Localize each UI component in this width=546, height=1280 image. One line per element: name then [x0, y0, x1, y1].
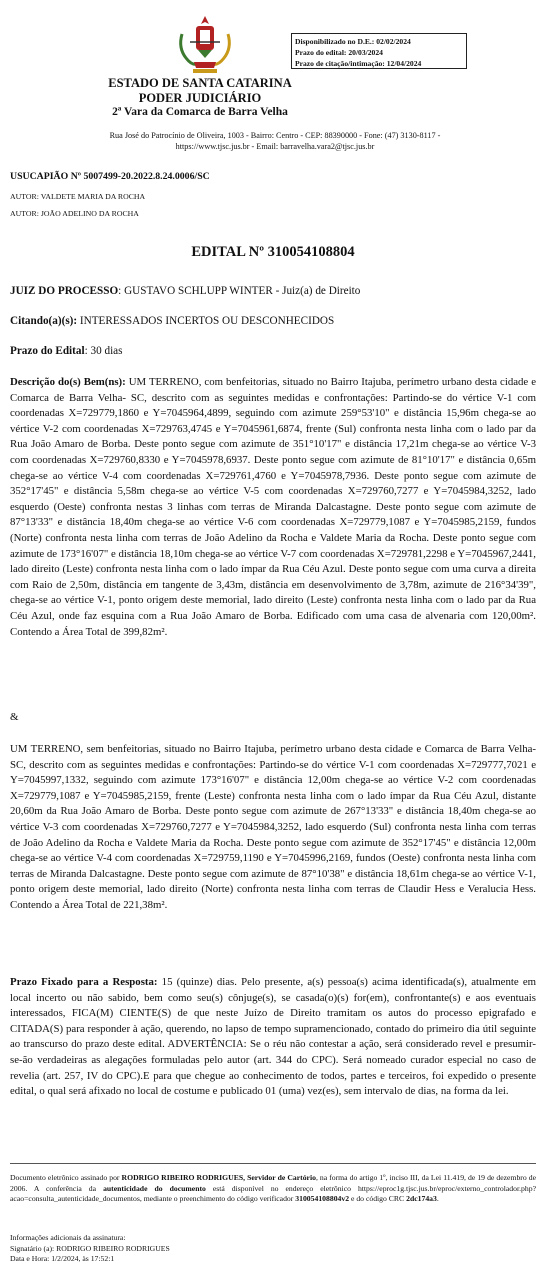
edital-deadline: Prazo do edital: 20/03/2024: [295, 48, 383, 57]
prazo-label: Prazo do Edital: [10, 345, 85, 357]
signature-signer: Signatário (a): RODRIGO RIBEIRO RODRIGUES: [10, 1243, 170, 1253]
prazo-value: : 30 dias: [84, 345, 123, 357]
response-deadline-text: 15 (quinze) dias. Pelo presente, a(s) pessoa(s) acima identificada(s), atualmente em local incerto ou não sabido, bem como seu(s) cônjuge(s), se casada(o)(s) for(em), confrontante(s) e aos eventuais interessados, FICA(M) CIENTE(S) de que neste Juízo de Direito tramitam os autos do processo epigrafado e CITADA(S) para responder à ação, querendo, no lapso de tempo supramencionado, contado do primeiro dia útil seguinte ao transcurso do prazo deste edital. ADVERTÊNCIA: Se o réu não contestar a ação, será considerado revel e presumir-se-ão verdadeiras as alegações formuladas pelo autor (art. 344 do CPC). Será nomeado curador especial no caso de revelia (art. 257, IV do CPC).E para que chegue ao conhecimento de todos, partes e terceiros, foi expedido o presente edital, o qual será afixado no local de costume e publicado 01 (uma) vez(es), sem intervalo de dias, na forma da lei.: [10, 976, 537, 1098]
description-label: Descrição do(s) Bem(ns):: [10, 376, 126, 388]
crc-code: 2dc174a3: [406, 1194, 437, 1204]
sig-text-d: e do código CRC: [349, 1194, 407, 1204]
response-deadline-label: Prazo Fixado para a Resposta:: [10, 976, 158, 988]
citando-value: INTERESSADOS INCERTOS OU DESCONHECIDOS: [77, 315, 335, 327]
signature-date: Data e Hora: 1/2/2024, às 17:52:1: [10, 1254, 115, 1264]
ampersand-separator: &: [10, 711, 19, 723]
signer-name: RODRIGO RIBEIRO RODRIGUES, Servidor de Cartório: [121, 1173, 316, 1182]
signature-notice: [10, 1173, 536, 1205]
citation-deadline: Prazo de citação/intimação: 12/04/2024: [295, 59, 422, 68]
verification-code: 310054108804v2: [295, 1194, 350, 1204]
sig-text-b: , na forma do artigo 1º, inciso III, da Lei 11.419, de 19 de dezembro de 2006. A conferência da: [10, 1173, 536, 1193]
state-heading: ESTADO DE SANTA CATARINA: [108, 76, 292, 90]
sig-text-e: .: [436, 1194, 439, 1204]
author-2: AUTOR: JOÃO ADELINO DA ROCHA: [10, 209, 139, 218]
footer-divider: [10, 1163, 536, 1164]
response-deadline-paragraph: [10, 975, 536, 1100]
authenticity-label: autenticidade do documento: [103, 1183, 206, 1193]
edital-title: EDITAL Nº 310054108804: [191, 244, 355, 260]
prazo-line: [10, 345, 536, 357]
property-description-1: [10, 375, 536, 640]
address-line-2: https://www.tjsc.jus.br - Email: barravelha.vara2@tjsc.jus.br: [175, 142, 375, 151]
author-1: AUTOR: VALDETE MARIA DA ROCHA: [10, 192, 146, 201]
judge-label: JUIZ DO PROCESSO: [10, 285, 119, 297]
publication-dates-box: [291, 33, 467, 69]
signature-info-title: Informações adicionais da assinatura:: [10, 1233, 126, 1242]
sig-text-c: está disponível no endereço eletrônico https://eproc1g.tjsc.jus.br/eproc/externo_controlador.php?acao=consulta_autenticidade_documentos, mediante o preenchimento do código verificador: [10, 1183, 536, 1204]
court-address: [60, 130, 490, 152]
description-text: UM TERRENO, com benfeitorias, situado no Bairro Itajuba, perímetro urbano desta cidade e Comarca de Barra Velha- SC, descrito com as seguintes medidas e confrontações: Partindo-se do vértice V-1 com coordenadas X=729779,1860 e Y=7045964,4899, seguindo com azimute 259°53'10" e distância 15,96m chega-se ao vértice V-2 com coordenadas X=729763,4745 e Y=7045961,6874, frente (Sul) confronta nesta linha com o lado par da Rua João Amaro de Borba. Deste ponto segue com azimute de 351°10'17" e distância 17,21m chega-se ao vértice V-3 com coordenadas X=729760,8330 e Y=7045978,6937. Deste ponto segue com azimute de 81°10'17" e distância 0,65m chega-se ao vértice V-4 com coordenadas X=729761,4760 e Y=7045978,7936. Deste ponto segue com azimute de 352°17'45" e distância 5,58m chega-se ao vértice V-5 com coordenadas X=729760,7277 e Y=7045984,3252, lado esquerdo (Oeste) confronta nestas 3 linhas com terras de Miranda Dalcastagne. Deste ponto segue com azimute de 87°13'33" e distância 18,40m chega-se ao vértice V-6 com coordenadas X=729779,1087 e Y=7045985,2159, fundos (Norte) confronta nesta linha com terras de João Adelino da Rocha e Valdete Maria da Rocha. Deste ponto segue com azimute de 173°16'07" e distância 18,10m chega-se ao vértice V-7 com coordenadas X=729781,2298 e Y=7045967,2441, lado direito (Leste) confronta nesta linha com o lado ímpar da Rua Céu Azul. Deste ponto segue com uma curva a direita com Raio de 2,50m, distância em tangente de 3,43m, distância em desenvolvimento de 3,78m, azimute de 216°34'39", chega-se ao vértice V-1, ponto origem deste memorial, lado direito (Leste) confronta nesta linha com o lado par da Rua Céu Azul, onde faz esquina com a Rua João Amaro de Borba. Edificado com uma casa de alvenaria com 120,00m². Contendo a Área Total de 399,82m².: [10, 376, 537, 638]
judge-line: [10, 285, 536, 297]
address-line-1: Rua José do Patrocínio de Oliveira, 1003 - Bairro: Centro - CEP: 88390000 - Fone: (47) 3130-8117 -: [109, 131, 441, 140]
availability-date: Disponibilizado no D.E.: 02/02/2024: [295, 37, 411, 46]
court-heading: 2ª Vara da Comarca de Barra Velha: [112, 106, 288, 118]
judiciary-heading: PODER JUDICIÁRIO: [138, 91, 262, 105]
citando-line: [10, 315, 536, 327]
case-title: USUCAPIÃO Nº 5007499-20.2022.8.24.0006/SC: [10, 171, 210, 182]
judge-value: : GUSTAVO SCHLUPP WINTER - Juiz(a) de Direito: [118, 285, 361, 297]
sig-text-a: Documento eletrônico assinado por: [10, 1173, 122, 1182]
citando-label: Citando(a)(s):: [10, 315, 78, 327]
signature-info: [10, 1233, 536, 1265]
property-description-2: UM TERRENO, sem benfeitorias, situado no Bairro Itajuba, perímetro urbano desta cidade e Comarca de Barra Velha- SC, descrito com as seguintes medidas e confrontações: Partindo-se do vértice V-1 com coordenadas X=729777,7021 e Y=7045997,1332, seguindo com azimute 173°16'07" e distância 12,00m chega-se ao vértice V-2 com coordenadas X=729779,1087 e Y=7045985,2159, frente (Leste) confronta nesta linha com o lado ímpar da Rua Céu Azul, distante 20,60m da Rua João Amaro de Borba. Deste ponto segue com azimute de 267°13'33" e distância 18,40m chega-se ao vértice V-3 com coordenadas X=729760,7277 e Y=7045984,3252, lado esquerdo (Sul) confronta nesta linha com terras de João Adelino da Rocha e Valdete Maria da Rocha. Deste ponto segue com azimute de 352°17'45" e distância 12,00m chega-se ao vértice V-4 com coordenadas X=729759,1190 e Y=7045996,2169, fundos (Oeste) confronta nesta linha com terras de Miranda Dalcastagne. Deste ponto segue com azimute de 87°10'38" e distância 18,61m chega-se ao vértice V-1, ponto origem deste memorial, lado direito (Norte) confronta nesta linha com terras de Claudir Hess e Veralucia Hess. Contendo a Área Total de 221,38m².: [10, 743, 536, 911]
santa-catarina-coat-of-arms-icon: [176, 14, 234, 76]
